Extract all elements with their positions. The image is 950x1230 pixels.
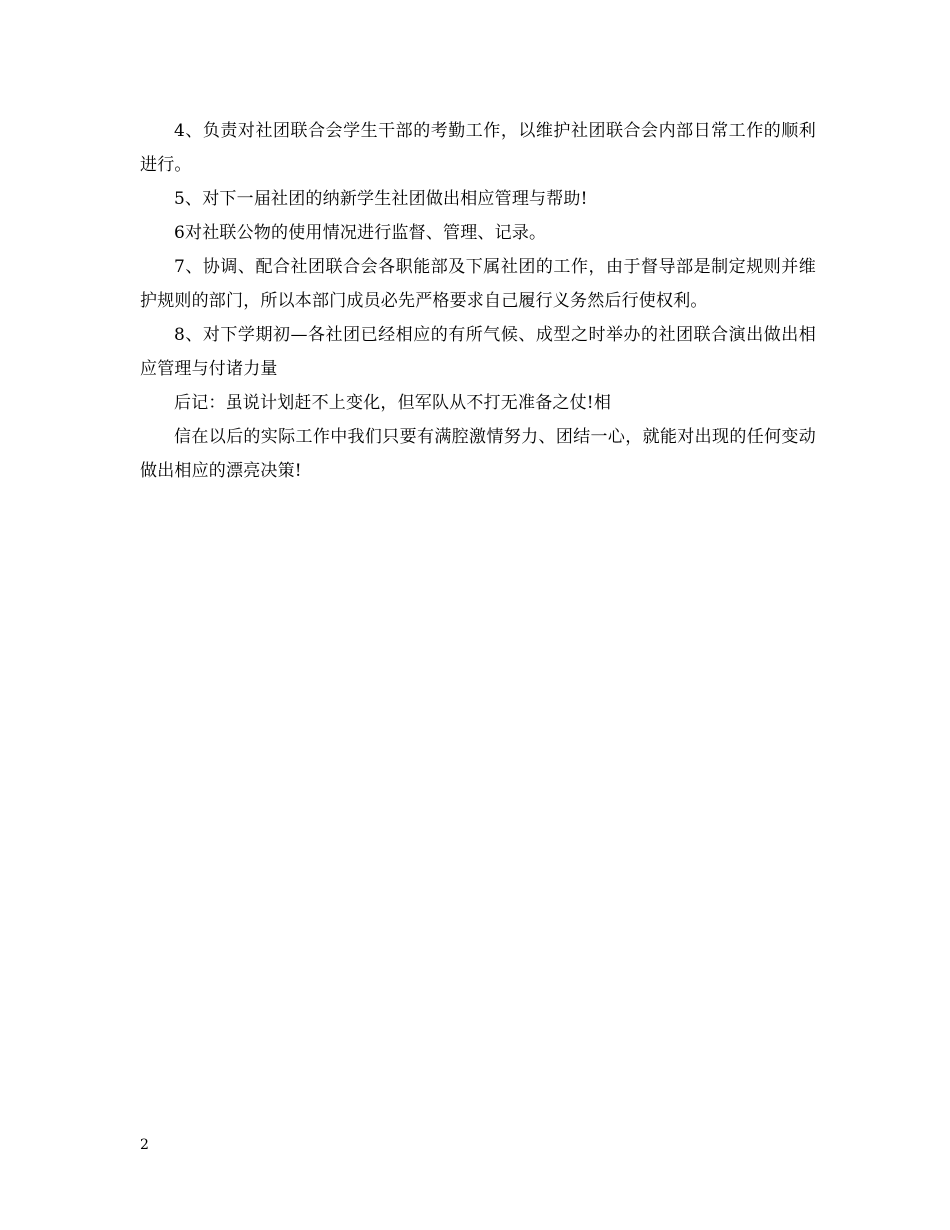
postscript-paragraph: 后记：虽说计划赶不上变化，但军队从不打无准备之仗!相 [174, 393, 612, 413]
paragraph-item-8: 8、对下学期初—各社团已经相应的有所气候、成型之时举办的社团联合演出做出相应管理与付诸力量 [140, 325, 816, 379]
paragraph-item-4: 4、负责对社团联合会学生干部的考勤工作，以维护社团联合会内部日常工作的顺利进行。 [140, 121, 816, 175]
paragraph-item-7: 7、协调、配合社团联合会各职能部及下属社团的工作，由于督导部是制定规则并维护规则的部门，所以本部门成员必先严格要求自己履行义务然后行使权利。 [140, 257, 816, 311]
paragraph-item-5: 5、对下一届社团的纳新学生社团做出相应管理与帮助! [174, 189, 588, 209]
document-body [140, 114, 816, 488]
paragraph-item-6: 6对社联公物的使用情况进行监督、管理、记录。 [174, 223, 547, 243]
closing-paragraph: 信在以后的实际工作中我们只要有满腔激情努力、团结一心，就能对出现的任何变动做出相应的漂亮决策! [140, 427, 816, 481]
page-number: 2 [140, 1137, 149, 1153]
